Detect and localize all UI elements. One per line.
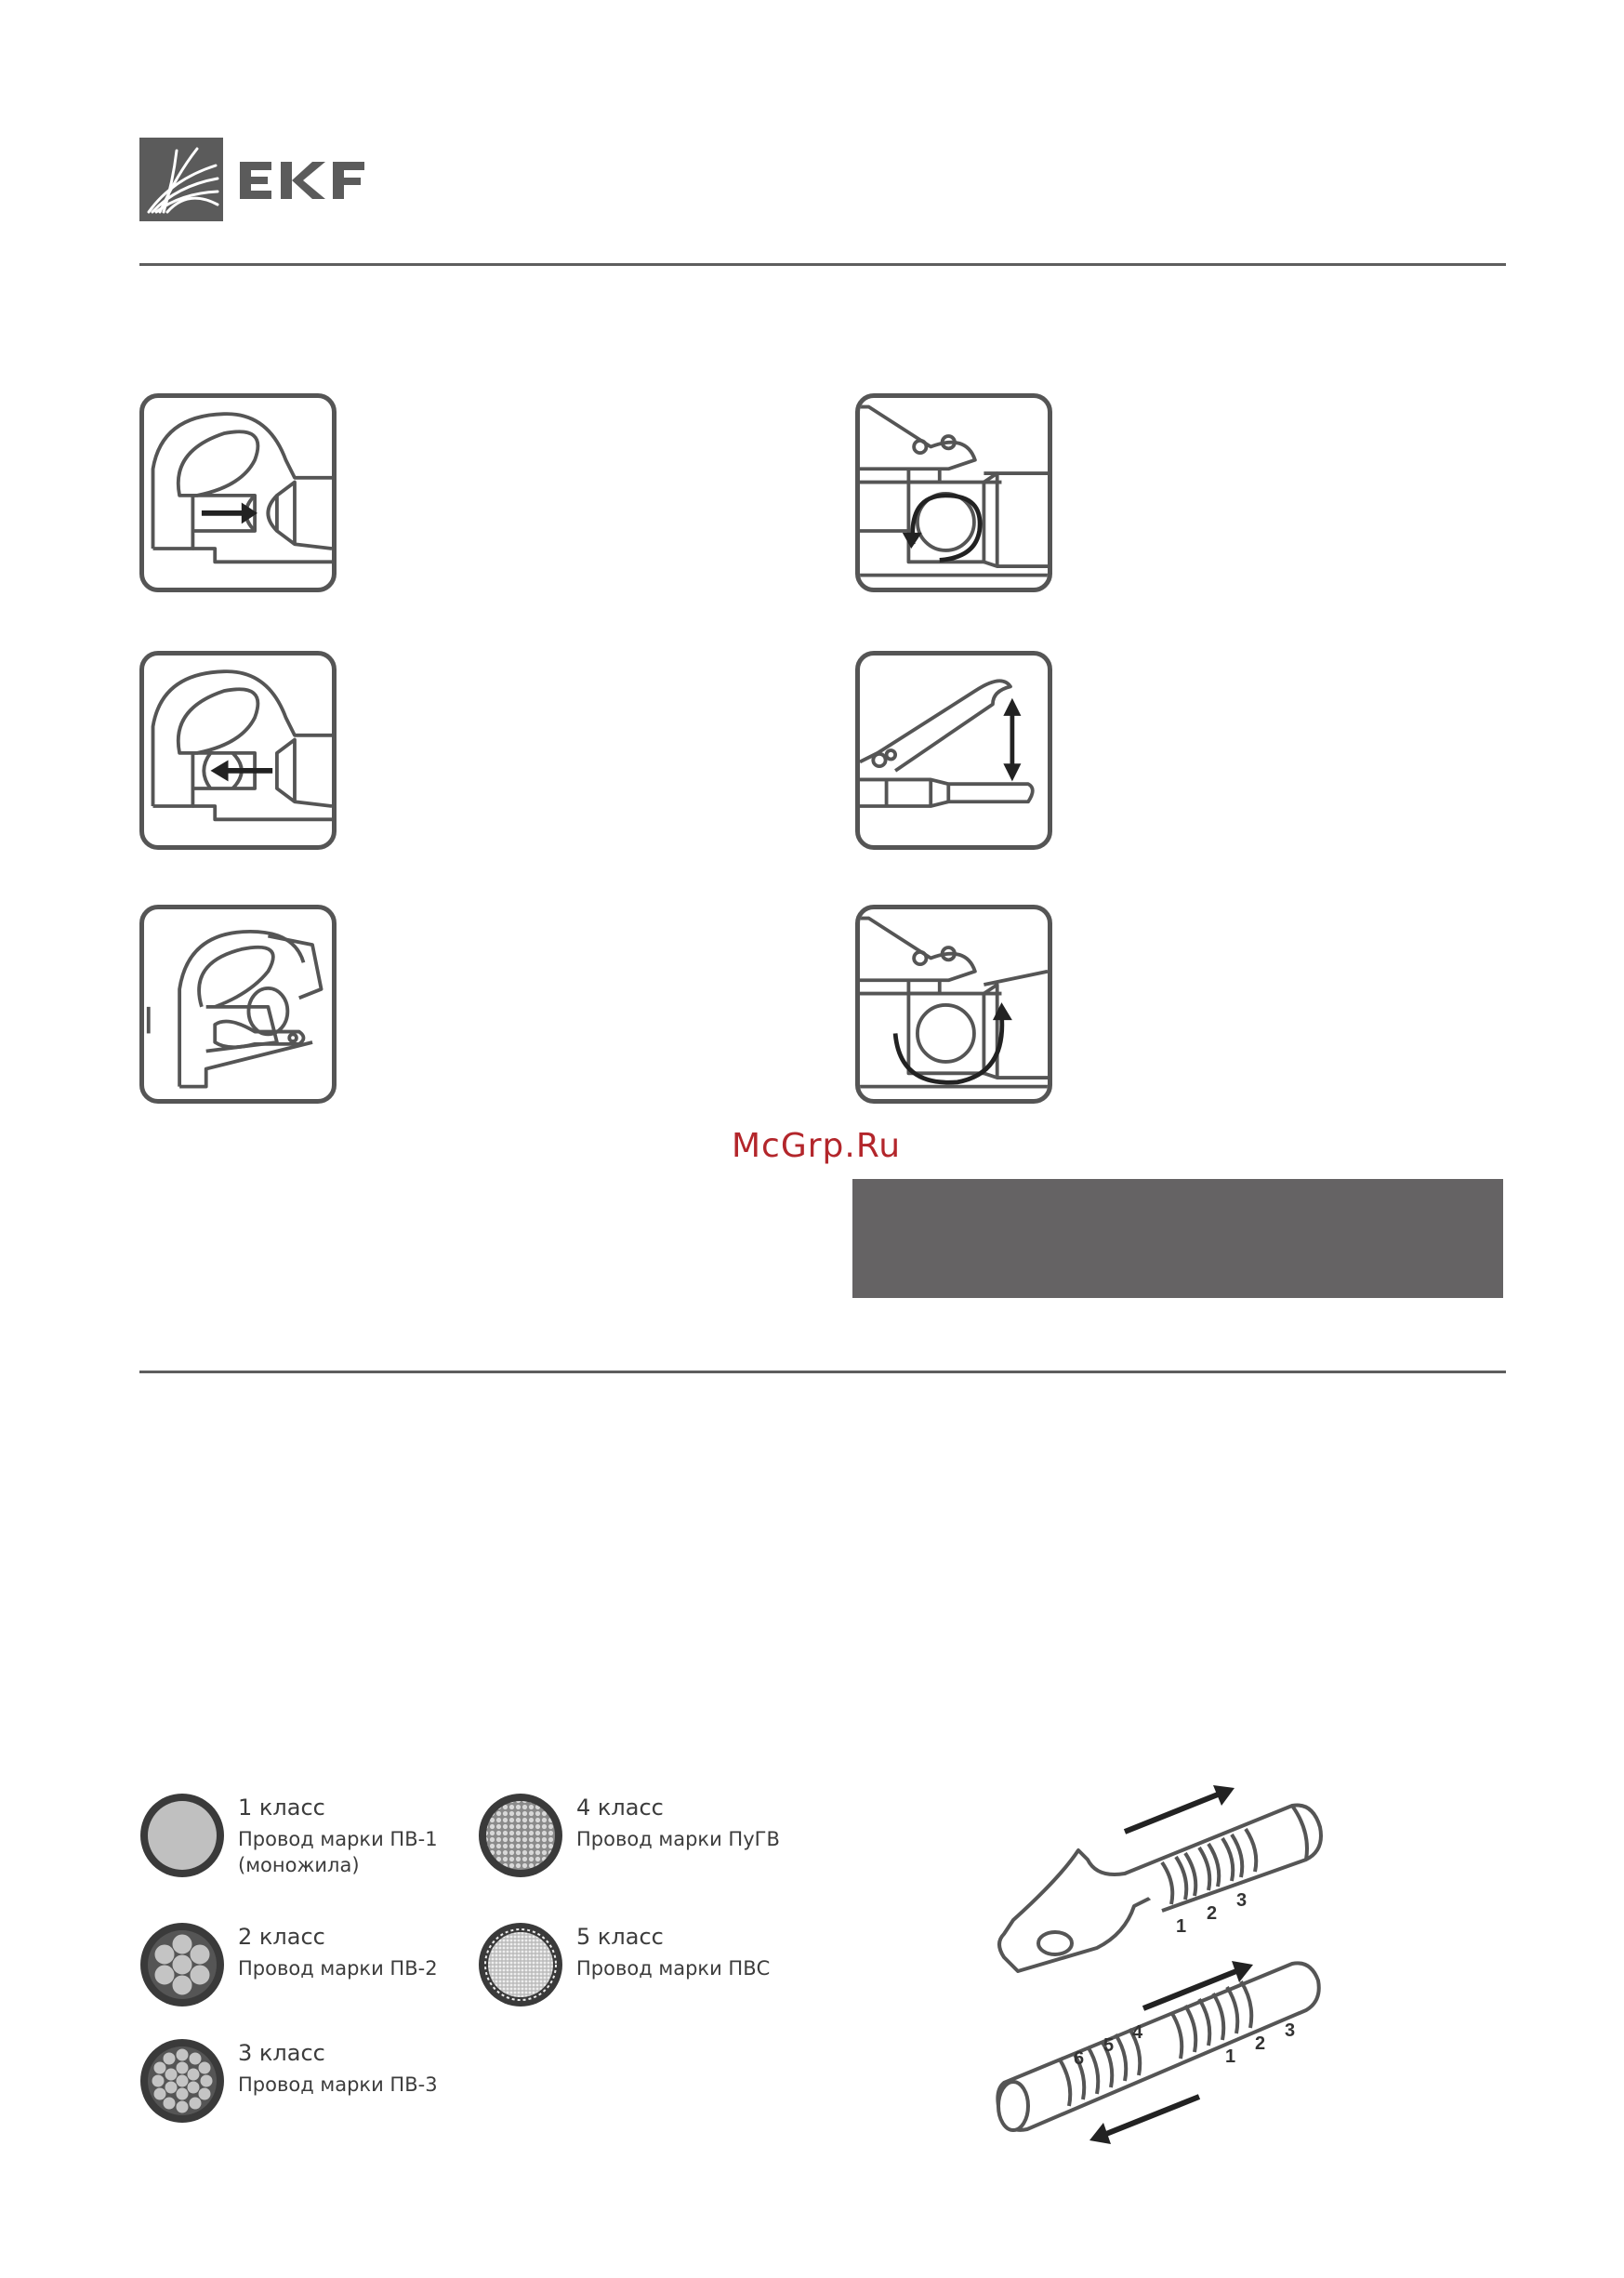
class-desc-line: Провод марки ПВ-2 bbox=[238, 1957, 438, 1980]
class-item-5 bbox=[476, 1920, 811, 2013]
watermark: McGrp.Ru bbox=[732, 1127, 902, 1165]
sleeve-label-2: 2 bbox=[1255, 2033, 1266, 2054]
dark-info-box bbox=[852, 1179, 1503, 1298]
ekf-logo bbox=[139, 138, 409, 221]
sleeve-label-4: 4 bbox=[1132, 2022, 1143, 2043]
class-item-2 bbox=[138, 1920, 472, 2013]
panel-insert-die bbox=[139, 393, 337, 592]
panel-pump-handle bbox=[855, 651, 1052, 850]
class-desc bbox=[238, 1826, 438, 1878]
class-item-3 bbox=[138, 2036, 472, 2129]
19-strand-conductor-icon bbox=[138, 2036, 227, 2126]
class-desc-line: (моножила) bbox=[238, 1854, 360, 1876]
rotate-head-counterclockwise-icon bbox=[860, 909, 1048, 1099]
class-desc-line: Провод марки ПВ-3 bbox=[238, 2073, 438, 2096]
crimp-order-illustration bbox=[985, 1748, 1376, 2148]
die-remove-arrow-left-icon bbox=[144, 656, 332, 845]
class-desc bbox=[238, 2072, 438, 2098]
class-title: 4 класс bbox=[576, 1795, 664, 1821]
7-strand-conductor-icon bbox=[138, 1920, 227, 2009]
sleeve-label-1: 1 bbox=[1225, 2046, 1236, 2067]
lug-icon bbox=[999, 1805, 1321, 1971]
lug-in-die-icon bbox=[144, 909, 332, 1099]
top-rule bbox=[139, 263, 1506, 266]
extra-flexible-conductor-icon bbox=[476, 1920, 565, 2009]
class-title: 5 класс bbox=[576, 1924, 664, 1950]
solid-conductor-icon bbox=[138, 1791, 227, 1880]
lug-label-2: 2 bbox=[1207, 1903, 1218, 1924]
panel-lug-in-die bbox=[139, 905, 337, 1104]
rotate-head-clockwise-icon bbox=[860, 398, 1048, 588]
class-desc bbox=[576, 1826, 780, 1852]
class-desc bbox=[238, 1955, 438, 1981]
class-item-1 bbox=[138, 1791, 472, 1893]
panel-rotate-clockwise bbox=[855, 393, 1052, 592]
flexible-conductor-icon bbox=[476, 1791, 565, 1880]
class-desc bbox=[576, 1955, 770, 1981]
class-desc-line: Провод марки ПВС bbox=[576, 1957, 771, 1980]
panel-remove-die bbox=[139, 651, 337, 850]
sleeve-label-5: 5 bbox=[1103, 2035, 1115, 2056]
class-desc-line: Провод марки ПВ-1 bbox=[238, 1828, 438, 1850]
sleeve-icon bbox=[997, 1963, 1318, 2130]
class-title: 2 класс bbox=[238, 1924, 325, 1950]
lug-label-3: 3 bbox=[1236, 1890, 1248, 1911]
lug-label-1: 1 bbox=[1176, 1916, 1187, 1937]
class-title: 1 класс bbox=[238, 1795, 325, 1821]
class-desc-line: Провод марки ПуГВ bbox=[576, 1828, 780, 1850]
class-item-4 bbox=[476, 1791, 811, 1884]
sleeve-label-3: 3 bbox=[1285, 2020, 1296, 2041]
panel-rotate-counterclockwise bbox=[855, 905, 1052, 1104]
die-insert-arrow-right-icon bbox=[144, 398, 332, 588]
middle-rule bbox=[139, 1371, 1506, 1373]
pump-handle-updown-icon bbox=[860, 656, 1048, 845]
class-title: 3 класс bbox=[238, 2040, 325, 2066]
sleeve-label-6: 6 bbox=[1074, 2048, 1085, 2069]
